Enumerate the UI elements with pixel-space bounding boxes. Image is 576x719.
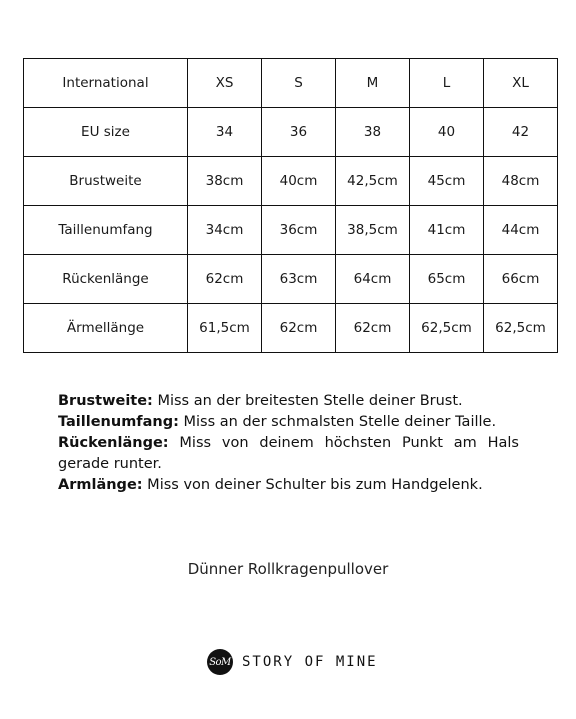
row-label-rueckenlaenge: Rückenlänge — [24, 255, 188, 304]
table-cell: S — [262, 59, 336, 108]
table-row-eu-size — [24, 108, 558, 157]
row-label-eu-size: EU size — [24, 108, 188, 157]
note-term: Taillenumfang: — [58, 414, 179, 430]
table-row-aermellaenge — [24, 304, 558, 353]
note-text: Miss an der breitesten Stelle deiner Brust. — [152, 393, 463, 409]
note-armlaenge — [58, 475, 519, 496]
table-cell: 41cm — [410, 206, 484, 255]
table-cell: 62,5cm — [484, 304, 558, 353]
brand-footer — [207, 648, 378, 676]
table-cell: 38,5cm — [336, 206, 410, 255]
row-label-taillenumfang: Taillenumfang — [24, 206, 188, 255]
table-cell: 45cm — [410, 157, 484, 206]
table-cell: 36 — [262, 108, 336, 157]
brand-logo-icon — [207, 649, 233, 675]
table-cell: 40 — [410, 108, 484, 157]
table-row-international — [24, 59, 558, 108]
table-cell: 38cm — [188, 157, 262, 206]
brand-logo-text: SoM — [209, 656, 231, 668]
table-cell: 34cm — [188, 206, 262, 255]
table-cell: 66cm — [484, 255, 558, 304]
row-label-brustweite: Brustweite — [24, 157, 188, 206]
note-brustweite — [58, 391, 519, 412]
table-cell: XS — [188, 59, 262, 108]
table-cell: 40cm — [262, 157, 336, 206]
table-cell: 44cm — [484, 206, 558, 255]
measurement-notes — [58, 391, 519, 496]
note-text: Miss von deinem höchsten Punkt am Hals gerade runter. — [58, 435, 519, 472]
row-label-international: International — [24, 59, 188, 108]
table-cell: 65cm — [410, 255, 484, 304]
product-name: Dünner Rollkragenpullover — [187, 560, 389, 578]
table-row-taillenumfang — [24, 206, 558, 255]
table-cell: 61,5cm — [188, 304, 262, 353]
table-cell: 62cm — [262, 304, 336, 353]
table-cell: 62cm — [336, 304, 410, 353]
note-rueckenlaenge — [58, 433, 519, 475]
table-cell: 64cm — [336, 255, 410, 304]
size-chart-table — [23, 58, 558, 353]
table-cell: 62,5cm — [410, 304, 484, 353]
row-label-aermellaenge: Ärmellänge — [24, 304, 188, 353]
table-cell: 42 — [484, 108, 558, 157]
table-cell: M — [336, 59, 410, 108]
table-cell: 34 — [188, 108, 262, 157]
table-cell: L — [410, 59, 484, 108]
note-term: Armlänge: — [58, 477, 143, 493]
note-term: Rückenlänge: — [58, 435, 169, 451]
table-cell: 48cm — [484, 157, 558, 206]
note-text: Miss von deiner Schulter bis zum Handgelenk. — [142, 477, 483, 493]
table-cell: 62cm — [188, 255, 262, 304]
table-cell: XL — [484, 59, 558, 108]
table-cell: 36cm — [262, 206, 336, 255]
brand-name: STORY OF MINE — [242, 654, 378, 670]
note-taillenumfang — [58, 412, 519, 433]
note-text: Miss an der schmalsten Stelle deiner Taille. — [178, 414, 497, 430]
table-cell: 42,5cm — [336, 157, 410, 206]
table-row-rueckenlaenge — [24, 255, 558, 304]
table-cell: 38 — [336, 108, 410, 157]
note-term: Brustweite: — [58, 393, 153, 409]
table-row-brustweite — [24, 157, 558, 206]
table-cell: 63cm — [262, 255, 336, 304]
